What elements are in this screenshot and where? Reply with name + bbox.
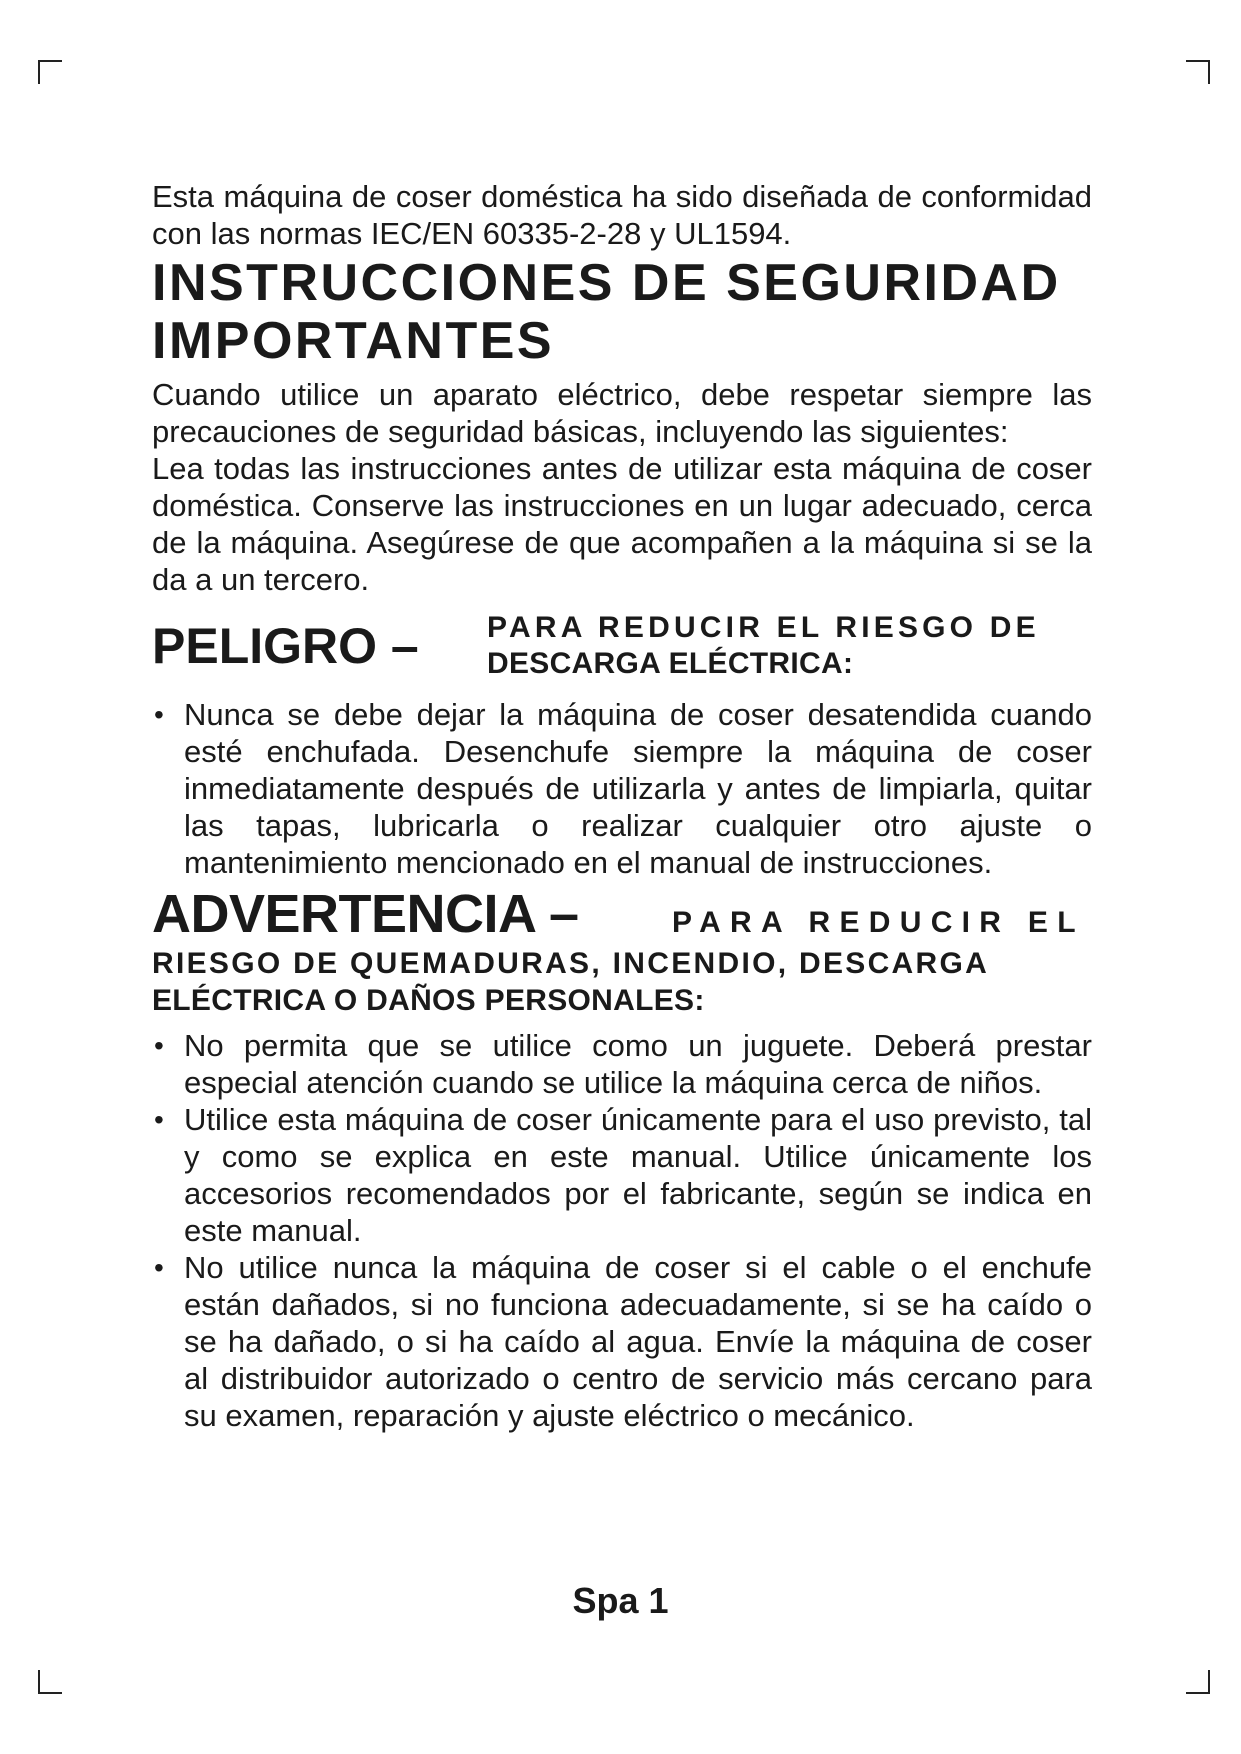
precautions-paragraph: Cuando utilice un aparato eléctrico, debe respetar siempre las precauciones de seguridad básicas, incluyendo las siguientes: [152,377,1092,449]
warning-subheading-line-3: ELÉCTRICA O DAÑOS PERSONALES: [152,984,705,1017]
warning-section-header [152,883,1092,945]
danger-bullet-text: Nunca se debe dejar la máquina de coser desatendida cuando esté enchufada. Desenchufe siempre la máquina de coser inmediatamente después de utilizarla y antes de limpiarla, quitar las tapas, lubricarla o realizar cualquier otro ajuste o mantenimiento mencionado en el manual de instrucciones. [184,697,1092,880]
list-item [152,1027,1092,1101]
danger-bullet-list [152,696,1092,881]
read-instructions-paragraph: Lea todas las instrucciones antes de utilizar esta máquina de coser doméstica. Conserve las instrucciones en un lugar adecuado, cerca de la máquina. Asegúrese de que acompañen a la máquina si se la da a un tercero. [152,451,1092,597]
danger-section-header [152,610,1092,682]
crop-mark-bottom-left [38,1670,62,1694]
crop-mark-top-left [38,60,62,84]
danger-subheading-line-2: DESCARGA ELÉCTRICA: [487,647,854,680]
danger-heading: PELIGRO – [152,618,419,674]
warning-heading: ADVERTENCIA – [152,884,579,944]
warning-subheading-line-1: PARA REDUCIR EL [672,906,1085,939]
warning-bullet-list [152,1027,1092,1434]
crop-mark-bottom-right [1186,1670,1210,1694]
crop-mark-top-right [1186,60,1210,84]
page-title [152,254,1092,370]
warning-subheading-line-2: RIESGO DE QUEMADURAS, INCENDIO, DESCARGA [152,947,990,980]
list-item [152,1101,1092,1249]
bullet-icon: • [154,1104,164,1135]
intro-paragraph: Esta máquina de coser doméstica ha sido diseñada de conformidad con las normas IEC/EN 60335-2-28 y UL1594. [152,179,1092,251]
warning-bullet-text: No permita que se utilice como un juguete. Deberá prestar especial atención cuando se utilice la máquina cerca de niños. [184,1028,1092,1100]
list-item [152,696,1092,881]
page-title-line-2: IMPORTANTES [152,312,555,370]
warning-bullet-text: No utilice nunca la máquina de coser si el cable o el enchufe están dañados, si no funciona adecuadamente, si se ha caído o se ha dañado, o si ha caído al agua. Envíe la máquina de coser al distribuidor autorizado o centro de servicio más cercano para su examen, reparación y ajuste eléctrico o mecánico. [184,1250,1092,1433]
page-title-line-1: INSTRUCCIONES DE SEGURIDAD [152,254,1061,312]
bullet-icon: • [154,1252,164,1283]
bullet-icon: • [154,1030,164,1061]
page-content [152,178,1092,1434]
warning-bullet-text: Utilice esta máquina de coser únicamente para el uso previsto, tal y como se explica en este manual. Utilice únicamente los accesorios recomendados por el fabricante, según se indica en este manual. [184,1102,1092,1248]
danger-subheading [487,610,1040,682]
page-number: Spa 1 [572,1580,669,1621]
bullet-icon: • [154,699,164,730]
list-item [152,1249,1092,1434]
danger-subheading-line-1: PARA REDUCIR EL RIESGO DE [487,611,1040,644]
